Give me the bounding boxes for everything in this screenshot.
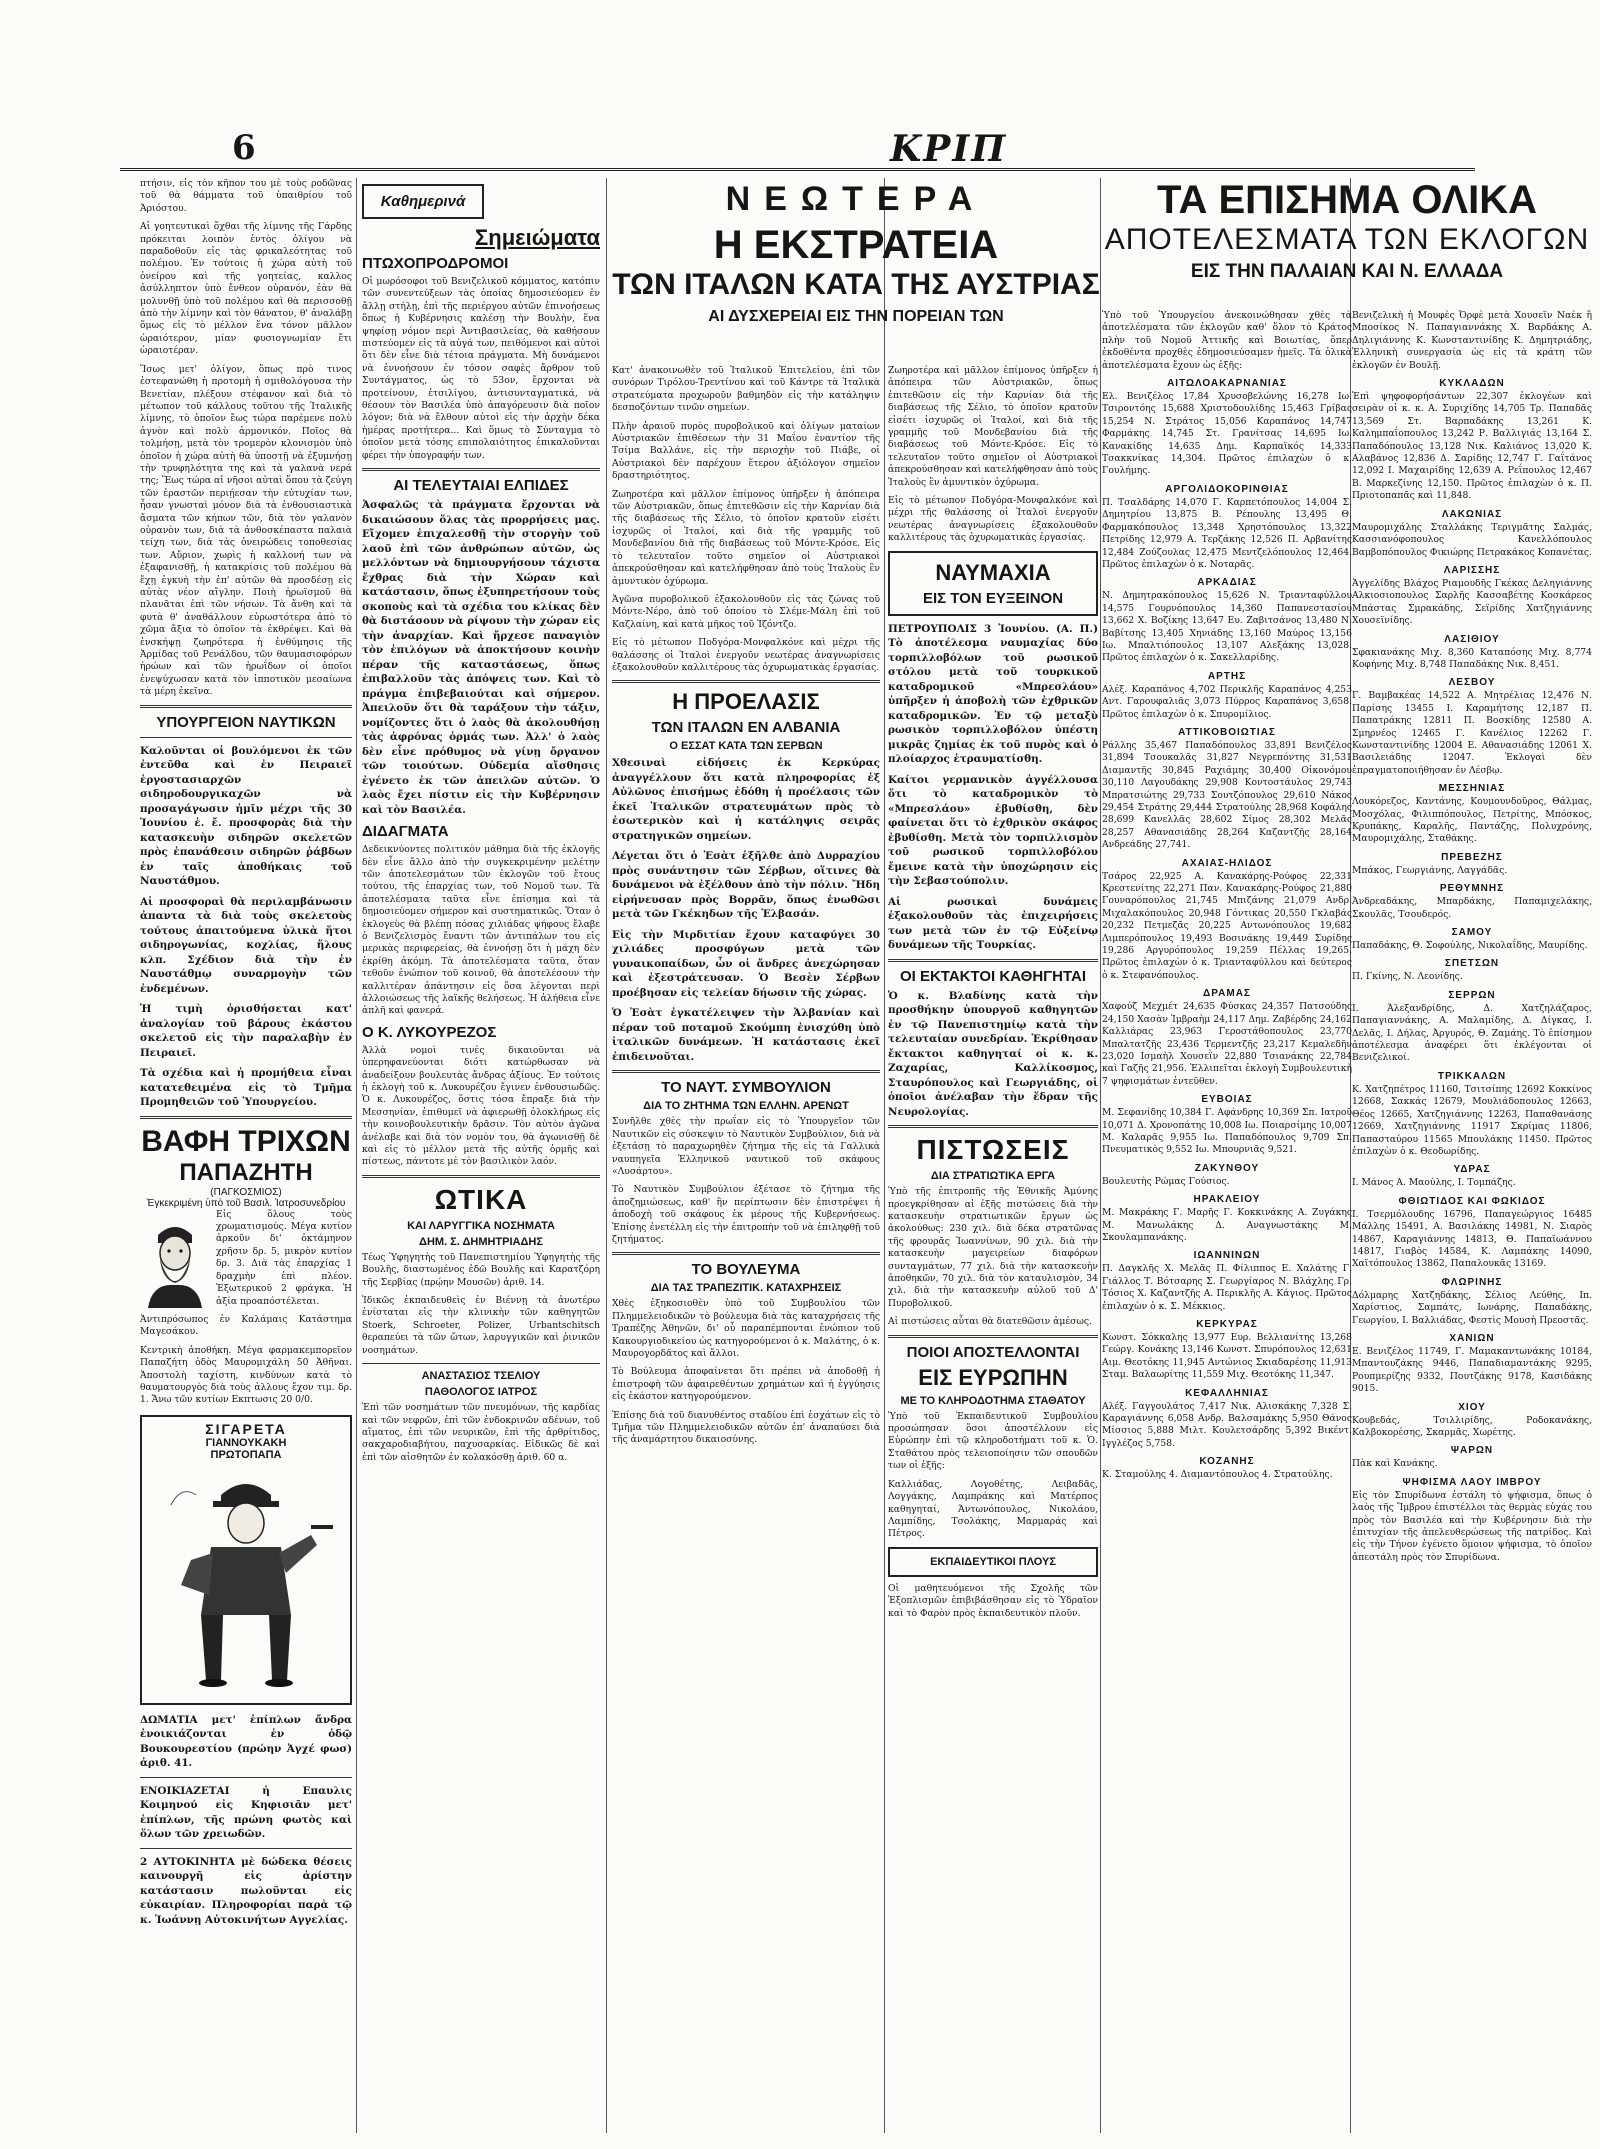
section-heading: ΤΟ ΝΑΥΤ. ΣΥΜΒΟΥΛΙΟΝ [661, 1079, 831, 1097]
paragraph: Εἰς τὸ μέτωπον Ποδγόρα-Μονφαλκόνε καὶ μέχρι τῆς θαλάσσης οἱ Ἰταλοὶ ἐνεργοῦν νεωτέρας ἀναγνωρίσεις ἐξακολουθοῦν καλλιτέρους τὰς ὀχυρωματικὰς ἐργασίας. [612, 637, 880, 673]
results-text: Π. Δαγκλῆς Χ. Μελᾶς Π. Φίλιππος Ε. Χαλάτης Γ. Γιάλλος Τ. Βότσαρης Σ. Γεωργίαρος Ν. Βλάχλης Γρ. Τόσιος Χ. Καζαντζῆς Α. Περικλῆς Α. Κάγιος. Πρῶτος ἐπιλαχὼν ὁ κ. Σ. Μέκκιος. [1102, 1263, 1352, 1312]
paragraph: Ἀντιπρόσωπος ἐν Καλάμαις Κατάστημα Μαγεσάκου. [140, 1313, 352, 1338]
results-text: Γ. Βαμβακέας 14,522 Α. Μητρέλιας 12,476 Ν. Παρίσης 13455 Ι. Καραμήτσης 12,187 Π. Παπατράκης 12811 Π. Βοσκίδης 12580 Α. Σμηρνέος 12465 Γ. Κανέλιος 12262 Γ. Κωνσταντινίδης 12004 Ε. Αθανασιάδης 12061 Χ. Βασιλειάδης 12047. Ἐκλογαὶ δὲν ἐπραγματοποιήθησαν ἐν Λέσβῳ. [1352, 690, 1592, 776]
column-4 [888, 365, 1098, 2133]
article-body [362, 1045, 600, 1169]
column-6 [1352, 310, 1592, 2133]
article-body [612, 1298, 880, 1446]
results-text: Μπάκος, Γεωργιάνης, Λαγγάδᾶς. [1352, 864, 1508, 876]
kathemerina-box [362, 184, 484, 219]
paragraph: Ὑπὸ τῆς ἐπιτροπῆς τῆς Ἐθνικῆς Ἀμύνης προεγκρίθησαν αἱ ἐξῆς πιστώσεις διὰ τὴν κατασκευὴν στρατιωτικῶν ἔργων ὡς ἀκολούθως: 230 χιλ. διὰ δέκα στρατῶνας τῆς φρουρᾶς Ἰωαννίνων, 90 χιλ. διὰ τὴν κατασκευὴν μαγειρείων διαφόρων συνταγμάτων, 77 χιλ. διὰ τὴν κατασκευὴν ἀποθηκῶν, 70 χιλ. διὰ τὸν καταυλισμὸν, 34 χιλ. διὰ τὴν κατασκευὴν αὐλοῦ τοῦ Δ' Πυροβολικοῦ. [888, 1186, 1098, 1309]
results-text: Ἀνδρεαδάκης, Μπαρδάκης, Παπαμιχελάκης, Σκουλᾶς, Τσουδερός. [1352, 896, 1592, 920]
district-results [1352, 1209, 1592, 1271]
district-heading: ΑΡΓΟΛΙΔΟΚΟΡΙΝΘΙΑΣ [1165, 483, 1289, 495]
paragraph: Εἰς τὴν Μιρδιτίαν ἔχουν καταφύγει 30 χιλιάδες προσφύγων μετὰ τῶν γυναικοπαίδων, ὧν οἱ ἄνδρες ἀνεχώρησαν καὶ ἐξεστράτευσαν. Ὁ Βεσὲν Σέρβων προέβησαν εἰς τελείαν δήωσιν τῆς χώρας. [612, 928, 880, 999]
district-heading: ΛΕΣΒΟΥ [1448, 677, 1496, 689]
column-1 [140, 178, 352, 2133]
paragraph: Ζωηροτέρα καὶ μᾶλλον ἐπίμονος ὑπῆρξεν ἡ ἀπόπειρα τῶν Αὐστριακῶν, ὅπως ἐπιτεθῶσιν εἰς τὴν Καρνίαν διὰ τῆς διαβάσεως τῆς Σέλιο, τὸ ὁποῖον κρατοῦν εἰσέτι ἰσχυρῶς οἱ Ἰταλοί, καὶ διὰ τῆς γραμμῆς τοῦ Μονδεβανίου διὰ τῆς διαβάσεως τοῦ Μόντε-Κρόσε. Εἰς τὸ τελευταῖον τοῦτο σημεῖον οἱ Αὐστριακοὶ ἀπεκρούσθησαν καὶ κατελήφθησαν ἀπὸ τοὺς Ἰταλοὺς ἓν ἀμυντικὸν ὀχύρωμα. [612, 488, 880, 587]
results-text: Ράλλης 35,467 Παπαδόπουλος 33,891 Βενιζέλος 31,894 Τσουκαλᾶς 31,827 Νεγρεπόντης 31,531 Διαμαντῆς 30,845 Ραχιάμης 30,400 Οἰκονόμου 30,110 Λαγουδάκης 29,908 Κοντοστάυλος 29,743 Μπρατσιώτης 29,733 Σουτζόπουλος 29,610 Νάκος 29,454 Στράτης 29,444 Στρατούλης 28,968 Κοφάλης 28,699 Κανελλᾶς 28,602 Σίμος 28,302 Μελᾶς 28,257 Αθανασιάδης 28,264 Καζαντζῆς 28,164 Ανδρεάδης 27,741. [1102, 739, 1352, 851]
section-heading: ΤΟ ΒΟΥΛΕΥΜΑ [691, 1261, 801, 1279]
district-results [1102, 1001, 1352, 1088]
section-heading: ΠΟΙΟΙ ΑΠΟΣΤΕΛΛΟΝΤΑΙ [906, 1343, 1080, 1361]
district-heading: ΚΥΚΛΑΔΩΝ [1439, 378, 1505, 390]
results-text: Πὰκ καὶ Κανάκης. [1352, 1458, 1438, 1470]
results-text: Ι. Μάνος Α. Μαούλης, Ι. Τομπάζης. [1352, 1177, 1516, 1189]
results-text: Αλέξ. Καραπάνος 4,702 Περικλῆς Καραπάνος 4,253 Αντ. Γαρουφαλιᾶς 3,073 Πύρρος Καραπάνος 3,658. Πρῶτος ἐπιλαχὼν ὁ κ. Σπυρομίλιος. [1102, 683, 1352, 720]
results-text: Ελ. Βενιζέλος 17,84 Χρυσοβελώνης 16,278 Ιω. Τσιροντόης 15,688 Χριστοδουλίδης 15,463 Γρίβας 15,254 Ν. Στράτος 15,056 Καραπάνος 14,747 Φαρμάκης 14,745 Στ. Γρανίτσας 14,695 Ιω. Κανακίδης 14,635 Δημ. Καρπαϊκός 14,333 Τσακκνίκας 14,304. Πρῶτος ἐπιλαχὼν ὁ κ. Γουλήμης. [1102, 391, 1352, 477]
district-heading: ΛΑΣΙΘΙΟΥ [1444, 633, 1500, 645]
district-heading: ΤΡΙΚΚΑΛΩΝ [1437, 1070, 1507, 1082]
column-rule [884, 178, 885, 2133]
section-heading: Ο Κ. ΛΥΚΟΥΡΕΖΟΣ [362, 1023, 497, 1041]
section-subheading: ΕΙΣ ΕΥΡΩΠΗΝ [918, 1364, 1068, 1390]
results-text: Μ. Μακράκης Γ. Μαρῆς Γ. Κοκκινάκης Α. Ζυγάκης Μ. Μανωλάκης Δ. Αναγνωστάκης Μ. Σκουλαμπανάκης. [1102, 1207, 1352, 1243]
article-body [888, 1411, 1098, 1541]
section-heading: ΔΙΔΑΓΜΑΤΑ [362, 823, 449, 841]
district-results [1102, 590, 1352, 664]
paragraph: Καίτοι γερμανικὸν ἀγγέλλουσα ὅτι τὸ καταδρομικὸν τὸ «Μπρεσλάου» ἐβυθίσθη, δὲν φαίνεται ὅτι τὸ ἐχθρικὸν σκάφος ἐβυθίσθη. Μετὰ τὸν τορπιλλισμὸν τοῦ ρωσικοῦ τορπιλλοβόλου ἔμεινε κατὰ τὴν ὑποχώρησιν εἰς τὴν Σεβαστούπολιν. [888, 773, 1098, 888]
headline-3: ΕΙΣ ΤΗΝ ΠΑΛΑΙΑΝ ΚΑΙ Ν. ΕΛΛΑΔΑ [1190, 261, 1504, 282]
ad-headline: ΒΑΦΗ ΤΡΙΧΩΝ [141, 1124, 351, 1158]
district-results [1102, 1107, 1352, 1157]
district-heading: ΑΧΑΙΑΣ-ΗΛΙΔΟΣ [1181, 857, 1273, 869]
paragraph: Ἀγῶνα πυροβολικοῦ ἐξακολουθοῦν εἰς τὰς ζώνας τοῦ Μόντε-Νέρο, ἀπὸ τοῦ ὁποίου τὸ Σλέμε-Μάλη ἐπὶ τοῦ Καζλαίνη, καὶ κατὰ μῆκος τοῦ Ἰζόντζο. [612, 593, 880, 630]
paragraph: Οἱ μαθητευόμενοι τῆς Σχολῆς τῶν Ἐξοπλισμῶν ἐπιβιβάσθησαν εἰς τὸ Ὑδραῖον καὶ τὸ Φαρὸν πρὸς ἐκπαιδευτικὸν πλοῦν. [888, 1582, 1098, 1619]
district-results [1102, 1469, 1352, 1481]
section-rule [140, 705, 352, 708]
section-heading: ΟΙ ΕΚΤΑΚΤΟΙ ΚΑΘΗΓΗΤΑΙ [899, 967, 1087, 985]
article-body [888, 365, 1098, 545]
results-text: Π. Τσαλδάρης 14,070 Γ. Καρπετόπουλος 14,004 Σ. Δημητρίου 13,875 Β. Ρέπουλης 13,495 Θ. Φαρμακόπουλος 13,348 Χρηστόπουλος 13,322 Πετρίδης 12,979 Α. Τερζάκης 12,526 Π. Αρβανίτης 12,484 Ζούζουλας 12,475 Μεντζελόπουλος 12,464. Πρῶτος ἐπιλαχὼν ὁ κ. Νοταρᾶς. [1102, 496, 1352, 570]
paragraph: Κεντρικὴ ἀποθήκη. Μέγα φαρμακεμπορεῖον Παπαζήτη ὁδὸς Μαυρομιχάλη 50 Ἀθῆναι. Ἀποστολὴ ταχίστη, κινδύνων κατὰ τὸ θαυματουργὸς διὰ τοὺς ἀλλους ἔχον τιμ. δρ. 1. Ἄνω τῶν κυτίων Εκπτωσις 20 0/0. [140, 1344, 352, 1406]
ad-brand-2: ΠΡΩΤΟΠΑΠΑ [210, 1448, 282, 1461]
paragraph: Εἰς τὸ μέτωπον Ποδγόρα-Μονφαλκόνε καὶ μέχρι τῆς θαλάσσης οἱ Ἰταλοὶ ἐνεργοῦν νεωτέρας ἀναγνωρίσεις ἐξακολουθοῦν καλλιτέρους τὰς ὀχυρωματικὰς ἐργασίας. [888, 495, 1098, 544]
headline-2: ΑΠΟΤΕΛΕΣΜΑΤΑ ΤΩΝ ΕΚΛΟΓΩΝ [1104, 223, 1590, 256]
district-results [1102, 391, 1352, 478]
cigarette-ad [140, 1415, 352, 1705]
section-rule [140, 1848, 352, 1849]
results-text: Λουκόρεζος, Καντάνης, Κουμουνδοῦρος, Θάλμας, Μοσχόλας, Φιλιππόπουλος, Πετρίτης, Μπόσκος, Κρυπάκης, Καραλῆς, Παντάζης, Πολυχρόνης, Μαυρομιχάλης, Σταθάκης. [1352, 796, 1592, 845]
district-results [1352, 522, 1592, 559]
paragraph: Ὁ Ἐσὰτ ἐγκατέλειψεν τὴν Ἀλβανίαν καὶ πέραν τοῦ ποταμοῦ Σκούμπη ἐνισχύθη ὑπὸ ἰταλικῶν δυνάμεων. Ἡ κατάστασις ἐκεῖ ἐπιδεινοῦται. [612, 1007, 880, 1063]
district-heading: ΑΡΚΑΔΙΑΣ [1197, 577, 1257, 589]
paragraph: Ὑπὸ τοῦ Ὑπουργείου ἀνεκοινώθησαν χθὲς τὰ ἀποτελέσματα τῶν ἐκλογῶν καθ' ὅλον τὸ Κράτος πλὴν τοῦ Νομοῦ Ἀττικῆς καὶ Βοιωτίας, ὅπερ ἐκδοθέντα προχθὲς ἐδημοσιεύσαμεν ἡμεῖς. Τὰ ὁλικὰ ἀποτελέσματα ἔχουν ὡς ἑξῆς: [1102, 310, 1352, 371]
section-heading: ΝΑΥΜΑΧΙΑ [935, 559, 1051, 585]
district-heading: ΜΕΣΣΗΝΙΑΣ [1438, 783, 1506, 795]
district-results [1352, 796, 1592, 846]
paragraph: Τὸ Ναυτικὸν Συμβούλιον ἐξέτασε τὸ ζήτημα τῆς ἀποζημιώσεως, καθ' ἣν περίπτωσιν δὲν ἐπιστρέψει ἡ ἀποδοχὴ τοῦ σκάφους ἐκ μέρους τῆς Κυβερνήσεως. Ἐπίσης ἐνετέλλη εἰς τὴν ἐπιτροπὴν τοῦ νὰ ἐπιληφθῇ τοῦ ζητήματος. [612, 1184, 880, 1245]
results-text: Σφακιανάκης Μιχ. 8,360 Καταπόσης Μιχ. 8,774 Κοφήνης Μιχ. 8,748 Παπαδάκης Νικ. 8,451. [1352, 646, 1592, 670]
district-heading: ΙΩΑΝΝΙΝΩΝ [1193, 1250, 1261, 1262]
results-text: Ν. Δημητρακόπουλος 15,626 Ν. Τριανταφύλλου 14,575 Γουρνόπουλος 14,360 Παπανεστασίου 13,662 Χ. Βοζίκης 13,647 Ευ. Ζαβιτσάνος 13,480 Ν. Βαβίτσης 13,405 Χηνιάδης 13,160 Μαύρος 13,156 Ιω. Μπαλτιόπουλος 13,107 Αλεξάκης 13,028. Πρῶτος ἐπιλαχὼν ὁ κ. Σακελλαρίδης. [1102, 590, 1352, 664]
doctor-name: ΑΝΑΣΤΑΣΙΟΣ ΤΣΕΛΙΟΥ [421, 1370, 541, 1383]
district-results [1102, 1263, 1352, 1313]
district-heading: ΦΘΙΩΤΙΔΟΣ ΚΑΙ ΦΩΚΙΔΟΣ [1398, 1195, 1546, 1207]
doctor-name: ΔΗΜ. Σ. ΔΗΜΗΤΡΙΑΔΗΣ [419, 1235, 543, 1248]
district-results [1352, 865, 1592, 877]
section-rule [888, 1335, 1098, 1338]
paragraph: Ὑπὸ τοῦ Ἐκπαιδευτικοῦ Συμβουλίου προσώπησαν ὅσοι ἀποστέλλουν εἰς Εὐρώπην ἐπὶ τῷ κληροδοτήματι τοῦ κ. Ὁ. Σταθάτου πρὸς τελειοποίησιν τῶν σπουδῶν των οἱ ἐξῆς: [888, 1410, 1098, 1472]
district-results [1102, 684, 1352, 721]
section-rule [140, 1777, 352, 1778]
district-results [1352, 1003, 1592, 1065]
district-results [1352, 1290, 1592, 1327]
district-heading: ΦΛΩΡΙΝΗΣ [1441, 1276, 1503, 1288]
district-results [1352, 896, 1592, 921]
district-results [1102, 871, 1352, 983]
paragraph: Τέως Ὑφηγητὴς τοῦ Πανεπιστημίου Ὑφηγητὴς τῆς Βουλῆς, διαστωμένος ἐδῶ Βουλῆς καὶ Καρατζόρη τῆς Σερβίας (πρῴην Μουσῶν) ἀριθ. 14. [362, 1251, 600, 1288]
section-rule [612, 1070, 880, 1073]
headline-1: Η ΕΚΣΤΡΑΤΕΙΑ [713, 223, 999, 267]
header-rule [120, 168, 1475, 171]
simeiomata-heading: Σημειώματα [475, 225, 600, 250]
paragraph: Ἐπὶ τῶν νοσημάτων τῶν πνευμόνων, τῆς καρδίας καὶ τῶν νεφρῶν, ἐπὶ τῶν ἐνδοκρινῶν αδένων, τοῦ αἵματος, ἐπὶ τῶν νευρικῶν, ἐπὶ τῆς ἀρθρίτιδος, σακχαροδιαβήτου, παχυσαρκίας. Εἰδικῶς δὲ καὶ ἐπὶ τῶν αἰσθητῶν ἐν κολακόσθῃ ἀριθ. 60 α. [362, 1402, 600, 1463]
article-body [1102, 310, 1352, 372]
district-heading: ΣΠΕΤΣΩΝ [1444, 958, 1500, 970]
pe-box [888, 1547, 1098, 1577]
district-results [1352, 1458, 1592, 1470]
column-5 [1102, 310, 1352, 2133]
ministry-heading: ΥΠΟΥΡΓΕΙΟΝ ΝΑΥΤΙΚΩΝ [156, 713, 336, 731]
paragraph: Δεδεικνύοντες πολιτικὸν μάθημα διὰ τῆς ἐκλογῆς δὲν εἶνε ἄλλο ἀπὸ τὴν συγκεκριμένην μελέτην τῶν ἀποτελεσμάτων τῶν ἐκλογῶν τοῦ ἔτους τούτου, τῆς ἐπαρχίας των, τοῦ Νομοῦ των. Τὰ ἀποτελέσματα ταῦτα εἶνε ἐπίσημα καὶ τὰ δημοσιεύομεν σήμερον καὶ συστηματικῶς. Ὅταν ὁ ἐκλογεὺς θὰ βλέπῃ πόσας χιλιάδας ψήφους ἔλαβε ὁ Βενιζελισμὸς ἔναντι τῶν ἀντιπάλων του εἰς μερικὰς περιφερείας, θὰ ἐννοήσῃ ὅτι ἡ μάχη δὲν ἐκρίθη ἀκόμη. Τὰ ἀποτελέσματα ταῦτα, ὅταν τεθοῦν ἐνώπιον τοῦ κοινοῦ, θὰ ἀποτελέσουν τὴν καλλιτέραν ἀπάντησιν εἰς ὅσα λέγονται περὶ ἀλλοιώσεως τῆς λαϊκῆς θελήσεως. Ἡ ἀλήθεια εἶνε ἁπλῆ καὶ φανερά. [362, 844, 600, 1017]
district-results [1102, 1332, 1352, 1382]
district-results [1352, 578, 1592, 628]
results-text: Δόλμαρης Χατζηδάκης, Σέλιος Λεύθης, Ιπ. Χαρίστιος, Σαμπάτς, Ιωνάρης, Παπαδάκης, Γεωργίου, Ι. Βαλλιάδας, Φεστὶς Μουσὴ Πρεοστᾶς. [1352, 1289, 1592, 1326]
district-heading: ΡΕΘΥΜΝΗΣ [1439, 883, 1505, 895]
election-headline-block [1102, 178, 1592, 283]
district-results [1352, 971, 1592, 983]
section-rule [888, 1125, 1098, 1128]
ministry-notice [140, 744, 352, 1110]
ad-approval: Ἐγκεκριμένη ὑπὸ τοῦ Βασιλ. Ἰατροσυνεδρίου [146, 1197, 346, 1209]
article-body [362, 276, 600, 462]
paragraph: Καλοῦνται οἱ βουλόμενοι ἐκ τῶν ἐντεῦθα καὶ ἐν Πειραιεῖ ἐργοστασιαρχῶν σιδηροδουργικαχῶν νὰ προσαγάγωσιν ἡμῖν μέχρι τῆς 30 Ἰουνίου ἐ. ἔ. προσφορὰς διὰ τὴν κατασκευὴν σιδηρῶν σκελετῶν πρὸς ἐπανάθεσιν σιδηρῶν ῥάβδων ἐν ταῖς ἀποθήκαις τοῦ Ναυστάθμου. [140, 744, 352, 888]
paragraph: Χθεσιναὶ εἰδήσεις ἐκ Κερκύρας ἀναγγέλλουν ὅτι κατὰ πληροφορίας ἐξ Αὐλῶνος ἐπισήμως ἐδόθη ἡ προέλασις τῶν ἐκεῖ Ἰταλικῶν στρατευμάτων πρὸς τὸ ἐσωτερικὸν καὶ ἡ κατάληψις σειρᾶς στρατηγικῶν σημείων. [612, 757, 880, 842]
results-text: Ι. Ἀλεξανδρίδης, Δ. Χατζηλάζαρος, Παπαγιαννάκης, Α. Μαλαμίδης, Δ. Δίγκας, Ι. Δελᾶς, Ι. Δήλας, Ἀργυρός, Θ. Ζαμάης. Τὸ ἐπίσημον ἀποτέλεσμα ἀναφέρει ὅτι ἐκλέγονται οἱ Βενιζελικοί. [1352, 1002, 1592, 1064]
section-kicker: ΜΕ ΤΟ ΚΛΗΡΟΔΟΤΗΜΑ ΣΤΑΘΑΤΟΥ [900, 1394, 1086, 1407]
classified-ad: ΕΝΟΙΚΙΑΖΕΤΑΙ ἡ Επαυλις Κοιμηνού εἰς Κηφισιᾶν μετ' ἐπίπλων, τῆς πρώνη φωτὸς καὶ ὅλων τῶν χρειωδῶν. [140, 1784, 352, 1841]
district-heading: ΕΥΒΟΙΑΣ [1201, 1094, 1253, 1106]
district-heading: ΠΡΕΒΕΖΗΣ [1441, 851, 1503, 863]
section-subheading: ΔΙΑ ΤΑΣ ΤΡΑΠΕΖΙΤΙΚ. ΚΑΤΑΧΡΗΣΕΙΣ [650, 1282, 842, 1295]
section-subheading: ΕΙΣ ΤΟΝ ΕΥΞΕΙΝΟΝ [922, 589, 1064, 607]
district-heading: ΗΡΑΚΛΕΙΟΥ [1193, 1194, 1261, 1206]
section-heading: ΑΙ ΤΕΛΕΥΤΑΙΑΙ ΕΛΠΙΔΕΣ [393, 477, 569, 495]
results-text: Τσάρος 22,925 Α. Κανακάρης-Ρούφος 22,331 Κρεστενίτης 22,271 Παν. Κανακάρης-Ρούφος 21,880 Γουναρόπουλος 21,745 Μπιζάνης 21,079 Ανδρ. Μιχαλακόπουλος 20,948 Γόντικας 20,550 Γκλαβάς 20,232 Πετμεζᾶς 20,225 Αντωνόπουλος 19,682 Λιμπερόπουλος 19,493 Βοσινάκης 19,449 Συρίδης 19,286 Αργυρόπουλος 19,259 Πέλλας 19,265. Πρῶτος ἐπιλαχὼν ὁ κ. Τριανταφύλλου καὶ δεύτερος ὁ κ. Στεφανόπουλος. [1102, 870, 1352, 981]
hair-dye-ad-body [140, 1209, 352, 1407]
portrait-illustration [140, 1213, 210, 1308]
results-text: Εἰς τὸν Σπυρίδωνα ἐστάλη τὸ ψήφισμα, ὅπως ὁ λαὸς τῆς Ἴμβρου ἐπιστέλλοι τὰς θερμὰς εὐχάς του πρὸς τὸν Βασιλέα καὶ τὴν Κυβέρνησιν διὰ τὴν ἐπιτυχίαν τῆς ἀπελευθερώσεως τῆς πατρίδος. Καὶ εἰς τὴν Τήνον ἐγένετο ὅμοιον ψήφισμα, τὸ ὁποῖον ἀπεστάλη πρὸς τὸν Σπυρίδωνα. [1352, 1489, 1592, 1563]
district-heading: ΔΡΑΜΑΣ [1203, 988, 1251, 1000]
paragraph: Ἀσφαλῶς τὰ πράγματα ἔρχονται νὰ δικαιώσουν ὅλας τὰς προρρήσεις μας. Εἴχομεν ἐπιχαλεσθῇ τὴν στοργὴν τοῦ λαοῦ ἐπὶ τῶν ἀνθρώπων αὐτῶν, ὡς μελλόντων νὰ δημιουργήσουν τάχιστα ἔχθρας διὰ τὴν Χώραν καὶ κατάστασιν, ὅπως ἐξυπηρετήσουν τοὺς σκοποὺς καὶ τὰ σχέδια του κλίκας δὲν θὰ διστάσουν νὰ ρίψουν τὴν χώραν εἰς τὴν ἀναρχίαν. Καὶ ἤρχεσε παναγιὸν τὸν ἐπιλόγων νὰ ἀποκτήσουν κοινὴν πέραν τῆς καταστάσεως, ὅπως ἐπιβαλλοῦν τὰς ἀπόψεις των. Καὶ τὸ πράγμα ἐπιβεβαιούται καὶ σήμερον. Ἀπειλοῦν ὅτι θὰ ταράξουν τὴν τάξιν, νομίζοντες ὅτι ὁ λαὸς θὰ ἀκολουθήσῃ τὰς ἀφρόνας ὁρμάς των. Ἀλλ' ὁ λαὸς δὲν εἶνε πρόθυμος νὰ γίνῃ ὄργανον τῶν τοιούτων. Οὐδεμία αἴσθησις ἐγένετο ἐκ τῶν ἀπειλῶν αὐτῶν. Ὁ λαὸς ἔχει πίστιν εἰς τὴν Κυβέρνησιν καὶ τὸν Βασιλέα. [362, 499, 600, 816]
column-rule [1100, 178, 1101, 2133]
paragraph: Κατ' ἀνακοινωθὲν τοῦ Ἰταλικοῦ Ἐπιτελείου, ἐπὶ τῶν συνόρων Τιρόλου-Τρεντίνου καὶ τοῦ Κάντρε τὰ Ἰταλικὰ στρατεύματα προχωροῦν βαθμηδὸν εἰς τὴν κατάληψιν δεσποζόντων τινῶν σημείων. [612, 365, 880, 414]
results-text: Ἐπὶ ψηφοφορήσάντων 22,307 ἐκλογέων καὶ σειρὰν οἱ κ. κ. Α. Συριχίδης 14,705 Τρ. Παπαδᾶς 13,569 Στ. Βαρπαδάκης 13,261 Κ. Καλημπαΐοπουλος 13,242 Ρ. Βαλλιγιάς 13,164 Σ. Παπαδόπουλος 13,128 Νικ. Καλιάνος 13,020 Κ. Αλαβάνος 12,836 Δ. Σαρίδης 12,747 Γ. Γαΐτάνος 12,092 Ι. Μαχαιρίδης 12,639 Α. Ρεΐπουλος 12,467 Β. Μαρκεζίνης 12,150. Πρῶτος ἐπιλαχὼν ὁ κ. Π. Πριοτοπαπᾶς καὶ 11,848. [1352, 391, 1592, 502]
results-text: Κ. Σταμούλης 4. Διαμαντόπουλος 4. Στρατούλης. [1102, 1469, 1333, 1481]
neotera-heading: ΝΕΩΤΕΡΑ [725, 180, 987, 218]
district-results [1352, 1177, 1592, 1189]
section-subheading: ΔΙΑ ΣΤΡΑΤΙΩΤΙΚΑ ΕΡΓΑ [930, 1170, 1056, 1183]
column-rule [356, 178, 357, 2133]
paragraph: Συνῆλθε χθὲς τὴν πρωΐαν εἰς τὸ Ὑπουργεῖον τῶν Ναυτικῶν εἰς σύσκεψιν τὸ Ναυτικὸν Συμβούλιον, διὰ νὰ ἐξετάσῃ τὸ παραχωρηθὲν ζήτημα τῆς εἰς τὰ Γαλλικὰ ναυπηγεῖα Ἑλληνικοῦ ναυτικοῦ τοῦ σκάφους «Λυσάρτου». [612, 1116, 880, 1177]
column-rule [606, 178, 607, 2133]
district-results [1352, 1346, 1592, 1396]
paragraph: Οἱ μωρόσοφοι τοῦ Βενιζελικοῦ κόμματος, κατόπιν τῶν συνεντεύξεων τὰς ὁποίας δημοσιεύομεν ἐν ἄλλῃ στήλῃ, ἐπὶ τῆς περιέργου αὐτῶν ἐπινοήσεως ὅπως ἡ Κυβέρνησις καλέσῃ τὴν Βουλὴν, ἕνα ψηφίσῃ νόμον περὶ Ἀντιβασιλείας, θὰ καθήσουν πιστεύομεν εἰς τὰ αὐγά των, πειθόμενοι καὶ αὐτοὶ ὅτι δὲν εἶνε διὰ τέτοια πράγματα. Μὴ δυνάμενοι νὰ ἐννοήσουν ἐν τόσον σαφὲς ἄρθρον τοῦ Συντάγματος, ὡς τὸ 53ον, ἔρχονται νὰ προτείνουν, ἐτσιλίγου, ἀντισυνταγματικά, νὰ θέσουν τὸν Βασιλέα ὑπὸ ἀπαγόρευσιν διὰ ποῖον λόγον; διὰ νὰ ἔλθουν αὐτοὶ εἰς τὴν ἀρχὴν δέκα ἡμέρας προτήτερα... Καὶ ὅμως τὸ Σύνταγμα τὸ ὁποῖον μετὰ τόσης επιπολαιότητος ἐπικαλοῦνται φέρει τὴν ὑπογραφήν των. [362, 276, 600, 461]
otika-subheading: ΚΑΙ ΛΑΡΥΓΓΙΚΑ ΝΟΣΗΜΑΤΑ [407, 1219, 555, 1232]
results-text: Κωνστ. Σόκκαλης 13,977 Ευρ. Βελλιανίτης 13,268 Γεώργ. Κονάκης 13,146 Κωνστ. Σπυρόπουλος 12,631 Αιμ. Θεοτόκης 11,945 Αντώνιος Σκιαδαρέσης 11,913 Σταμ. Βαλαωρίτης 11,559 Μιχ. Θεοτόκης 11,347. [1102, 1332, 1352, 1381]
section-kicker: Ο ΕΣΣΑΤ ΚΑΤΑ ΤΩΝ ΣΕΡΒΩΝ [669, 740, 823, 753]
district-heading: ΚΕΡΚΥΡΑΣ [1196, 1319, 1258, 1330]
paragraph: Λέγεται ὅτι ὁ Ἐσὰτ ἐξῆλθε ἀπὸ Δυρραχίου πρὸς συνάντησιν τῶν Σέρβων, οἵτινες θὰ δυνάμενοι νὰ ἐξέλθουν ἀπὸ τὴν πόλιν. Ἤδη εἰρήνευσαν πρὸς Βορρᾶν, ὅπως ἐνωθῶσι μετὰ τῶν Γκέκηδων τῆς Ἐλβασάν. [612, 850, 880, 921]
district-results [1102, 497, 1352, 571]
results-text: Κουβεδάς, Τσιλλιρίδης, Ροδοκανάκης, Καλβοκορέσης, Σκαρμᾶς, Χωρέτης. [1352, 1414, 1592, 1438]
paragraph: Αἱ προσφοραὶ θὰ περιλαμβάνωσιν ἀπαντα τὰ διὰ τοὺς σκελετοὺς τούτους ἀπαιτούμενα ὑλικὰ ἥτοι σιδηρογωνίας, κοχλίας, ἥλους κλπ. Σχέδιον διὰ τὴν ἐν Ναυστάθμῳ συναρμογὴν τῶν ἐνδεμένων. [140, 895, 352, 995]
paragraph: Βενιζελικὴ ἡ Μουφὲς Ὀρφὲ μετὰ Χουσεΐν Ναὲκ ἢ Μποσίκος Ν. Παπαγιαννάκης Χ. Βαρδάκης Α. Δηλιγιάννης Κ. Κωνσταντινίδης Κ. Δημητριάδης, Ἐλληνικὴ συνεργασία ὡς εἰς τὰ κράτη τῶν ἐκλογῶν ἐν Βουλῇ. [1352, 310, 1592, 371]
article-body [888, 989, 1098, 1120]
district-heading: ΑΡΤΗΣ [1207, 670, 1247, 682]
ad-brand: ΠΑΠΑΖΗΤΗ [179, 1158, 313, 1186]
section-rule [362, 468, 600, 471]
district-heading: ΧΑΝΙΩΝ [1449, 1332, 1495, 1344]
hair-dye-ad [140, 1125, 352, 1209]
district-results [1102, 1401, 1352, 1451]
column-2 [362, 178, 600, 2133]
district-results [1102, 1207, 1352, 1244]
paragraph: Πλὴν ἀραιοῦ πυρὸς πυροβολικοῦ καὶ ὀλίγων ματαίων Αὐστριακῶν ἐπιθέσεων τὴν 31 Μαΐου ἐναντίον τῆς Τσίμα Βαλλάνε, εἰς τὴν περιοχὴν τοῦ Πιάβε, οἱ Αὐστριακοὶ δὲν παρέχουν ἕτερον ἀξιόλογον σημεῖον δραστηριότητος. [612, 420, 880, 482]
paragraph: Ἴσως μετ' ὀλίγον, ὅπως πρὸ τινος ἐστεφανώθη ἡ προτομὴ ἡ σμιθολόγουσα τὴν Βενετίαν, πλέξουν στέφανον καὶ διὰ τὸ μέτωπον τοῦ κάλλους τοῦτου τῆς Ἰταλικῆς λίμνης, τὸ ὁποῖον ἔως τώρα παρέμενε πολὺ ἁγνὸν καὶ πολὺ ἀρμονικόν. Ποῖος θὰ τολμήσῃ, μετὰ τὸν τρομερὸν κλονισμὸν ὑπὸ ὁποῖον ἡ χώρα αὐτὴ θὰ ὑποστῇ νὰ ἐξυμνήσῃ τὴν τρυφηλότητα της καὶ τὰ γαλανὰ νερά της; Ἕως τώρα αἱ νῆσοι αὐταὶ ὅπου τὰ ζεύγη τῶν ἐραστῶν περιῄεσαν τὴν εὐτυχίαν των, ἦσαν γνωσταὶ μόνον διὰ τὰ ἐνθουσιαστικὰ ἄσματα τῶν κήπων τῶν, διὰ τὸν γαλανὸν οὐρανὸν των, διὰ τὰ ἀνθοσκέπαστα παλαιὰ τείχη των, διὰ τὰς ὀνειρώδεις τοποθεσίας των. Αὔριον, χωρὶς ἡ καλλονή των νὰ ἐξαφανισθῇ, ἡ κατακρίσις τοῦ πολέμου θὰ ἔχῃ ἐγκυὴ τὴν ἐπ' αὐτῶν θὰ προσδέσῃ εἰς αὐτὰς νέον αἴγλην. Ποιὴ ἡρωϊσμοῦ θὰ πλανᾶται ἐπὶ τῶν νήσων. Τὰ ἄνθη καὶ τὰ φυτὰ θ' ἀναθάλλουν εὐρωστότερα ἀπὸ τὸ χῶμα ἄξια τὸ ὁποῖον τὰ ἐκθρέψει. Καὶ θὰ ἐνσκήψῃ ζωηρότερα ἡ ἐνθύμησις τῆς Ἀρμίδας τοῦ Ρενάλδου, τῶν θαυμασιοφόρων ἡρώων καὶ τῶν ἡρωΐδων οἱ ὁποῖοι ἐνεψύχωσαν κατὰ τὸν ἱπποτικὸν μεσαίωνα τὰ μέρη ἐκεῖνα. [140, 363, 352, 698]
district-heading: ΚΟΖΑΝΗΣ [1199, 1456, 1255, 1468]
intro-article [140, 178, 352, 699]
section-rule [362, 1175, 600, 1178]
section-heading: ΠΙΣΤΩΣΕΙΣ [916, 1134, 1070, 1166]
paragraph: Ζωηροτέρα καὶ μᾶλλον ἐπίμονος ὑπῆρξεν ἡ ἀπόπειρα τῶν Αὐστριακῶν, ὅπως ἐπιτεθῶσιν εἰς τὴν Καρνίαν διὰ τῆς διαβάσεως τῆς Σέλιο, τὸ ὁποῖον κρατοῦν εἰσέτι ἰσχυρῶς οἱ Ἰταλοί, καὶ διὰ τῆς γραμμῆς τοῦ Μονδεβανίου διὰ τῆς διαβάσεως τοῦ Μόντε-Κρόσε. Εἰς τὸ τελευταῖον τοῦτο σημεῖον οἱ Αὐστριακοὶ ἀπεκρούσθησαν καὶ κατελήφθησαν ἀπὸ τοὺς Ἰταλοὺς ἓν ἀμυντικὸν ὀχύρωμα. [888, 365, 1098, 488]
district-results [1352, 940, 1592, 952]
ad-brand: ΓΙΑΝΝΟΥΚΑΚΗ [205, 1436, 287, 1449]
doctor-title: ΠΑΘΟΛΟΓΟΣ ΙΑΤΡΟΣ [424, 1386, 538, 1399]
otika-heading: ΩΤΙΚΑ [434, 1183, 528, 1215]
paragraph: Αἱ πιστώσεις αὗται θὰ διατεθῶσιν ἀμέσως. [888, 1316, 1092, 1328]
section-rule [140, 737, 352, 738]
section-subheading: ΤΩΝ ΙΤΑΛΩΝ ΕΝ ΑΛΒΑΝΙΑ [651, 719, 841, 737]
section-subheading: ΔΙΑ ΤΟ ΖΗΤΗΜΑ ΤΩΝ ΕΛΛΗΝ. ΑΡΕΝΩΤ [643, 1100, 849, 1113]
district-results [1352, 1084, 1592, 1158]
results-text: Χαφούζ Μεχμέτ 24,635 Φύσκας 24,357 Πατσούδης 24,150 Χασὰν Ἰμβραὴμ 24,117 Δημ. Ζαβέρδης 24,162 Καλλιάρας 23,963 Γεροστάθοπουλος 23,770 Μπαλτατζῆς 23,436 Τερμεντζῆς 23,217 Κεμαλεδῆν 23,020 Ισμαὴλ Χουσεῒν 22,880 Τσιανάκης 22,784 καὶ Γαζῆς 21,956. Ἐλλιπεῖται ἐκλογὴ Συμβουλευτικὴ 7 ψηφισμάτων ἐντεῦθεν. [1102, 1001, 1352, 1087]
district-results [1352, 391, 1592, 503]
district-results [1102, 1176, 1352, 1188]
section-rule [612, 1252, 880, 1255]
article-body [1352, 310, 1592, 372]
district-results [1102, 740, 1352, 852]
district-heading: ΨΑΡΩΝ [1450, 1445, 1494, 1457]
main-headline-block [612, 178, 1100, 326]
results-text: Κ. Χατζηπέτρος 11160, Τσιτσίπης 12692 Κοκκίνος 12668, Σακκάς 12679, Μουλιάδοπουλος 12663, Θέος 12665, Χατζηγιάννης 12263, Παπαθανάσης 12669, Χατζηγιάννης 11917 Σκρίμας 11806, Παπασταύρου 11565 Μπουλάκης 11450. Πρῶτος ἐπιλαχὼν ὁ κ. Θεοδωρίδης. [1352, 1083, 1592, 1157]
newspaper-title: ΚΡΙΠ [890, 128, 1008, 170]
column-3 [612, 365, 880, 2133]
district-results [1352, 690, 1592, 777]
page-number: 6 [232, 128, 256, 168]
paragraph: Ἰδικῶς ἐκπαιδευθεὶς ἐν Βιέννῃ τὰ ἀνωτέρω ἐνίσταται εἰς τὴν κλινικὴν τῶν καθηγητῶν Stoerk, Schroeter, Polizer, Urbantschitsch θεραπεύει τὰ τῶν ὤτων, λαρυγγικῶν καὶ ῥινικῶν νοσημάτων. [362, 1295, 600, 1356]
article-body [362, 498, 600, 817]
section-heading: ΠΤΩΧΟΠΡΟΔΡΟΜΟΙ [362, 255, 509, 272]
paragraph: Εἰς ὅλους τοὺς χρωματισμούς. Μέγα κυτίον ἀρκοῦν δι' ὀκτάμηνον χρῆσιν δρ. 5, μικρὸν κυτίον δρ. 3. Διὰ τὰς ἐπαρχίας 1 δραχμὴν ἐπὶ πλέον. Ἐξωτερικοῦ 2 φράγκα. Ἡ ἀξία προαπόστέλεται. [216, 1208, 352, 1307]
article-body [612, 365, 880, 674]
district-results [1352, 1490, 1592, 1564]
district-heading: ΛΑΡΙΣΣΗΣ [1443, 564, 1501, 576]
section-rule [612, 680, 880, 683]
paragraph: Τὸ Βούλευμα ἀποφαίνεται ὅτι πρέπει νὰ ἀποδοθῇ ἡ ἐπιστροφὴ τῶν ἀφαιρεθέντων χρημάτων καὶ ἡ ἐγγύησις εἰς ἐκάστον κατηγορούμενον. [612, 1366, 880, 1403]
gentleman-illustration [151, 1465, 341, 1695]
paragraph: Χθὲς ἐξηκοσιοθὲν ὑπὸ τοῦ Συμβουλίου τῶν Πλημμελειοδικῶν τὸ βούλευμα διὰ τὰς καταχρήσεις τῆς Τραπέζης Ἀθηνῶν, δι' οὗ παραπέμπονται ἐνώπιον τοῦ Κακουργιοδικείου ὡς κατηγορούμενοι ὁ κ. Μαλάτης, ὁ κ. Μαυρογορδᾶτος καὶ ἄλλοι. [612, 1298, 880, 1360]
paragraph: Αἱ γοητευτικαὶ ὄχθαι τῆς λίμνης τῆς Γάρδης πρόκειται λοιπὸν ἐντὸς ὀλίγου νὰ παραδοθοῦν εἰς τὰς φρικαλεότητας τοῦ πολέμου. Ἐν τούτοις ἡ χώρα αὐτὴ τοῦ ὀνείρου καὶ τῆς γοητείας, καλλος ἀσύλληπτον ὑπὸ ἔνθεον οὐρανόν, ἐὰν θὰ μολυνθῇ ὑπὸ τοῦ πολέμου καὶ θὰ περισσοθῇ ἀπὸ τὴν λίμνην καὶ τὸν θάνατον, θ' ἀναλάβῃ ὅμως εἰς τὸ μέλλον ἕνα τόνον μᾶλλον ὠραιότερον, μίαν φυσιογνωμίαν ἔτι ὡραιοτέραν. [140, 221, 352, 357]
district-heading: ΑΙΤΩΛΟΑΚΑΡΝΑΝΙΑΣ [1167, 378, 1287, 390]
district-heading: ΥΔΡΑΣ [1453, 1164, 1491, 1176]
district-heading: ΚΕΦΑΛΛΗΝΙΑΣ [1185, 1387, 1269, 1399]
article-body [888, 1583, 1098, 1620]
classifieds [140, 1713, 352, 1928]
article-body [612, 756, 880, 1064]
ad-headline: ΣΙΓΑΡΕΤΑ [205, 1420, 287, 1437]
paragraph: Τὰ σχέδια καὶ ἡ προμήθεια εἶναι κατατεθειμένα εἰς τὸ Τμῆμα Προμηθειῶν τοῦ Ὑπουργείου. [140, 1067, 352, 1109]
district-heading: ΛΑΚΩΝΙΑΣ [1441, 508, 1503, 520]
headline-1: ΤΑ ΕΠΙΣΗΜΑ ΟΛΙΚΑ [1157, 178, 1537, 222]
district-heading: ΧΙΟΥ [1458, 1401, 1486, 1413]
paragraph: Ἐπίσης διὰ τοῦ διανυθέντος σταδίου ἐπὶ ἐσχάτων εἰς τὸ Τμῆμα τῶν Πλημμελειοδικῶν αὐτῶν ἐπ' ἀναπαύσει διὰ τῆς ἀναμάρτητου δικαιοσύνης. [612, 1409, 880, 1446]
results-text: Ι. Τσερμόλουδης 16796, Παπαγεώργιος 16485 Μάλλης 15491, Α. Βασιλάκης 14981, Ν. Σιαρὸς 14867, Καραγιάννης 14813, Θ. Παπαϊωάννου 14817, Γιαβὸς 14584, Κ. Λαμπάκης 14090, Χαϊτόπουλος 13862, Παπαλουκᾶς 13169. [1352, 1208, 1592, 1270]
classified-ad: 2 ΑΥΤΟΚΙΝΗΤΑ μὲ δώδεκα θέσεις καινουργῆ εἰς ἀρίστην κατάστασιν πωλοῦνται εἰς εὐκαιρίαν. Πληροφορίαι παρὰ τῷ κ. Ἰωάννῃ Αὐτοκινήτων Αγγελίας. [140, 1855, 352, 1926]
article-body [888, 622, 1098, 953]
classified-ad: ΔΩΜΑΤΙΑ μετ' ἐπίπλων ἄνδρα ἐνοικιάζονται ἐν ὁδῷ Βουκουρεστίου (πρώην Ἀγχέ φωσ) ἀριθ. 41. [140, 1713, 352, 1770]
article-body [888, 1186, 1098, 1328]
paragraph: Ὁ κ. Βλαδίνης κατὰ τὴν προσθήκην ὑπουργοῦ καθηγητῶν ἐν τῷ Πανεπιστημίῳ κατὰ τὴν τελευταίαν συνεδρίαν. Ἐκρίθησαν ἔκτακτοι καθηγηταί οἱ κ. κ. Ζαχαρίας, Καλλίκοσμος, Σταυρόπουλος καὶ Γεωργιάδης, οἱ ὁποῖοι ἀνέλαβαν τὴν ἕδραν τῆς Νευρολογίας. [888, 989, 1098, 1118]
section-heading: Η ΠΡΟΕΛΑΣΙΣ [672, 689, 820, 715]
naval-battle-box [888, 551, 1098, 616]
ad-tagline: (ΠΑΓΚΟΣΜΙΟΣ) [210, 1186, 282, 1198]
ad-body [362, 1252, 600, 1357]
headline-2: ΤΩΝ ΙΤΑΛΩΝ ΚΑΤΑ ΤΗΣ ΑΥΣΤΡΙΑΣ [612, 268, 1100, 301]
paragraph: Αἱ ρωσικαὶ δυνάμεις ἐξακολουθοῦν τὰς ἐπιχειρήσεις των μετὰ τῶν ἐν τῷ Εὐξείνῳ δυνάμεων τῆς Τουρκίας. [888, 895, 1098, 952]
section-rule [362, 1363, 600, 1364]
district-heading: ΖΑΚΥΝΘΟΥ [1194, 1162, 1260, 1174]
section-rule [140, 1116, 352, 1119]
article-body [612, 1116, 880, 1246]
results-text: Ε. Βενιζέλος 11749, Γ. Μαμακαντωνάκης 10184, Μπαντουζάκης 9446, Παπαδιαμαντάκης 9295, Ρουπμερίζης 9332, Πουτζάκης 9178, Κασιδάκης 9015. [1352, 1345, 1592, 1395]
paragraph: Ἀλλὰ νομοὶ τινὲς δικαιοῦνται νὰ ὑπερηφανεύονται διότι κατώρθωσαν νὰ ἀναδείξουν βουλευτὰς ἄνδρας ἀξίους. Ἐν τούτοις ἡ ἐκλογὴ τοῦ κ. Λυκουρέζου ἔγινεν ἐνθουσιωδῶς. Ὁ κ. Λυκουρέζος, ὅστις τόσα ἔπραξε διὰ τὴν Μεσσηνίαν, ἐπιθυμεῖ νὰ ἀφιερωθῇ ὁλοκλήρως εἰς τὴν κοινοβουλευτικὴν δρᾶσιν. Τὸν αὐτὸν ἀγῶνα ἀνέλαβε καὶ διὰ τὸν νομὸν του, θὰ ἀγωνισθῇ δὲ καὶ εἰς τὸ μέλλον μετὰ τῆς αὐτῆς ὁρμῆς καὶ πίστεως, πάντοτε μὲ τὸν βασιλικὸν λαόν. [362, 1044, 600, 1168]
results-text: Βουλευτὴς Ρώμας Γούσιος. [1102, 1175, 1230, 1187]
paragraph: Ἡ τιμὴ ὁρισθήσεται κατ' ἀναλογίαν τοῦ βάρους ἑκάστου σκελετοῦ εἰς τὴν παραλαβὴν ἐν Πειραιεῖ. [140, 1003, 352, 1059]
ad-body [362, 1402, 600, 1464]
district-results [1352, 1415, 1592, 1440]
district-heading: ΣΕΡΡΩΝ [1448, 989, 1496, 1001]
results-text: Ἀγγελίδης Βλάχος Ριαμουδῆς Γκέκας Δεληγιάννης Αλκιοσιοπουλος Σαρλῆς Κασσαβέτης Κοσκάρεος Μπάστας Σμρακάδης, Σεϊρίδης Χατζηγιάννης Χουσεϊνίδης. [1352, 577, 1592, 627]
results-text: Παπαδάκης, Θ. Σοφούλης, Νικολαΐδης, Μαυρίδης. [1352, 940, 1588, 952]
paragraph: πτήσιν, εἰς τὸν κῆπον του μὲ τοὺς ροδῶνας τοῦ θὰ θάμματα τοῦ ὑπαιθρίου τοῦ Ἀριόστου. [140, 178, 352, 214]
results-text: Μ. Σεφανίδης 10,384 Γ. Αφάνδρης 10,369 Σπ. Ιατροῦ 10,071 Δ. Χρονοπάτης 10,008 Ιω. Ποιαρσίμης 10,007 Μ. Καλαρᾶς 9,955 Ιω. Παπαδόπουλος 9,709 Σπ. Πνευματικὸς 9,552 Ιω. Μπουρνιᾶς 9,521. [1102, 1107, 1352, 1156]
kathemerina-label: Καθημερινά [380, 193, 466, 210]
district-results [1352, 647, 1592, 672]
paragraph: Καλλιάδας, Λογοθέτης, Λειβαδᾶς, Λογγάκης, Λαμπράκης καὶ Ματέρπος καθηγηταί, Ἀντωνόπουλος, Νικολάου, Λαμπίδης, Τσολάκης, Μαρμαράς καὶ Πέτρος. [888, 1478, 1098, 1540]
results-text: Π. Γκίνης, Ν. Λεονίδης. [1352, 971, 1463, 983]
section-rule [888, 959, 1098, 962]
article-body [362, 844, 600, 1018]
results-text: Μαυρομιχάλης Σταλλάκης Τεριγμᾶτης Σαλμάς, Κασσιανόφοπουλος Κανελλόπουλος Βαμβοπόπουλος Φικιώρης Πετρακάκος Κοπανέτας. [1352, 521, 1592, 558]
district-heading: ΑΤΤΙΚΟΒΟΙΩΤΙΑΣ [1178, 726, 1276, 738]
results-text: Αλέξ. Γαγγουλάτος 7,417 Νικ. Αλισκάκης 7,328 Σ. Καραγιάννης 6,058 Ανδρ. Βαλσαμάκης 5,950 Θάνος Μίσσιος 5,888 Μιλτ. Κουλετσάρδης 5,392 Βικέντ. Ιγγλέζος 5,758. [1102, 1400, 1352, 1449]
headline-3: ΑΙ ΔΥΣΧΕΡΕΙΑΙ ΕΙΣ ΤΗΝ ΠΟΡΕΙΑΝ ΤΩΝ [708, 308, 1004, 325]
paragraph: ΠΕΤΡΟΥΠΟΛΙΣ 3 Ἰουνίου. (Α. Π.) Τὸ ἀποτέλεσμα ναυμαχίας δύο τορπιλλοβόλων τοῦ ρωσικοῦ στόλου μετὰ τοῦ τουρκικοῦ καταδρομικοῦ «Μπρεσλάου» ὑπῆρξεν ἡ ἀποβολὴ τῶν ἐχθρικῶν καταδρομικῶν. Ἐν τῷ μεταξὺ ρωσικὸν τορπιλλοβόλον ὑπέστη μικρᾶς ζημίας ἐκ τοῦ πυρὸς καὶ ὁ πλοίαρχος ἐτραυματίσθη. [888, 622, 1098, 766]
district-heading: ΣΑΜΟΥ [1451, 927, 1493, 939]
district-heading: ΨΗΦΙΣΜΑ ΛΑΟΥ ΙΜΒΡΟΥ [1402, 1476, 1542, 1488]
section-heading: ΕΚΠΑΙΔΕΥΤΙΚΟΙ ΠΛΟΥΣ [930, 1555, 1056, 1568]
